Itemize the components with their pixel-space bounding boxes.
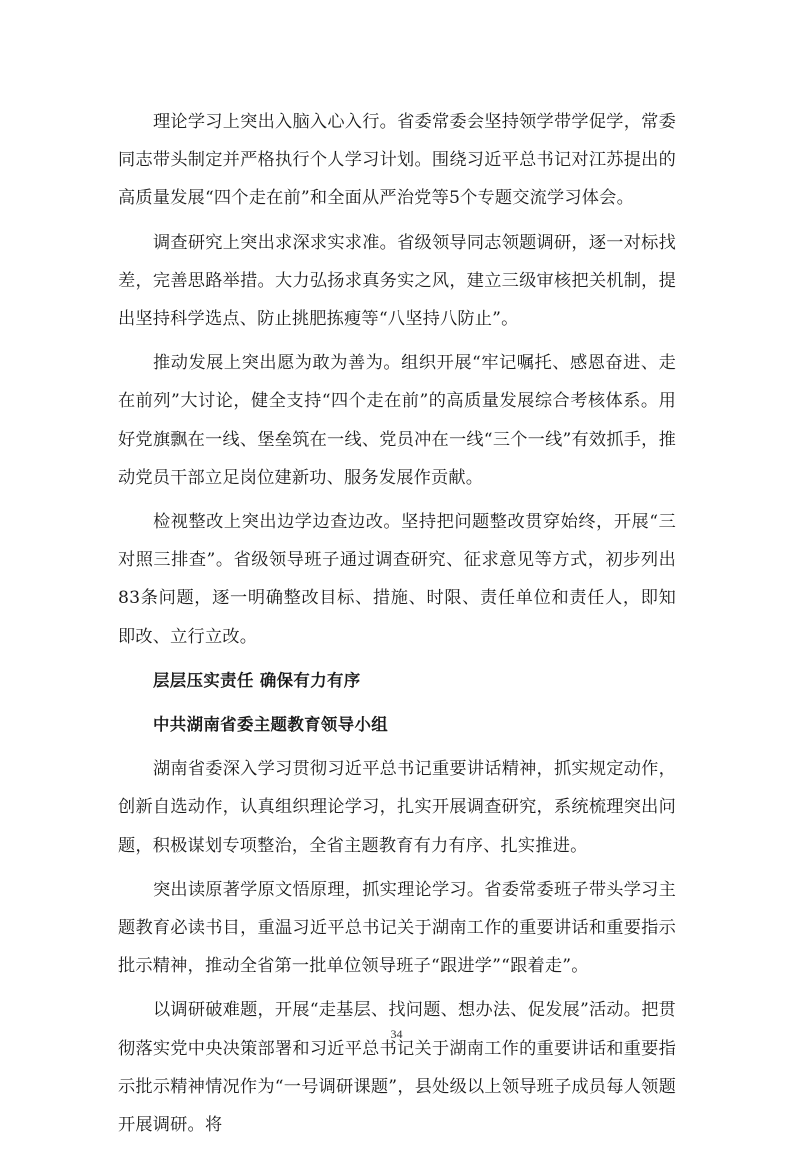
document-body (118, 103, 676, 1150)
section-title: 层层压实责任 确保有力有序 (153, 670, 361, 690)
section-author: 中共湖南省委主题教育领导小组 (153, 715, 389, 735)
paragraph-rectification: 检视整改上突出边学边查边改。坚持把问题整改贯穿始终，开展“三对照三排查”。省级领导班子通过调查研究、征求意见等方式，初步列出83条问题，逐一明确整改目标、措施、时限、责任单位和责任人，即知即改、立行立改。 (118, 512, 676, 647)
page-number: 34 (390, 1027, 403, 1041)
paragraph-development: 推动发展上突出愿为敢为善为。组织开展“牢记嘱托、感恩奋进、走在前列”大讨论，健全支持“四个走在前”的高质量发展综合考核体系。用好党旗飘在一线、堡垒筑在一线、党员冲在一线“三个一线”有效抓手，推动党员干部立足岗位建新功、服务发展作贡献。 (118, 353, 676, 488)
paragraph-theory-study: 理论学习上突出入脑入心入行。省委常委会坚持领学带学促学，常委同志带头制定并严格执行个人学习计划。围绕习近平总书记对江苏提出的高质量发展“四个走在前”和全面从严治党等5个专题交流学习体会。 (118, 112, 676, 209)
paragraph-hunan-research: 以调研破难题，开展“走基层、找问题、想办法、促发展”活动。把贯彻落实党中央决策部署和习近平总书记关于湖南工作的重要讲话和重要指示批示精神情况作为“一号调研课题”，县处级以上领导班子成员每人领题开展调研。将 (118, 1000, 676, 1136)
paragraph-investigation: 调查研究上突出求深求实求准。省级领导同志领题调研，逐一对标找差，完善思路举措。大力弘扬求真务实之风，建立三级审核把关机制，提出坚持科学选点、防止挑肥拣瘦等“八坚持八防止”。 (118, 232, 676, 330)
paragraph-hunan-intro: 湖南省委深入学习贯彻习近平总书记重要讲话精神，抓实规定动作，创新自选动作，认真组织理论学习，扎实开展调查研究，系统梳理突出问题，积极谋划专项整治，全省主题教育有力有序、扎实推进。 (118, 759, 676, 856)
paragraph-hunan-study: 突出读原著学原文悟原理，抓实理论学习。省委常委班子带头学习主题教育必读书目，重温习近平总书记关于湖南工作的重要讲话和重要指示批示精神，推动全省第一批单位领导班子“跟进学”“跟着走”。 (118, 879, 676, 977)
